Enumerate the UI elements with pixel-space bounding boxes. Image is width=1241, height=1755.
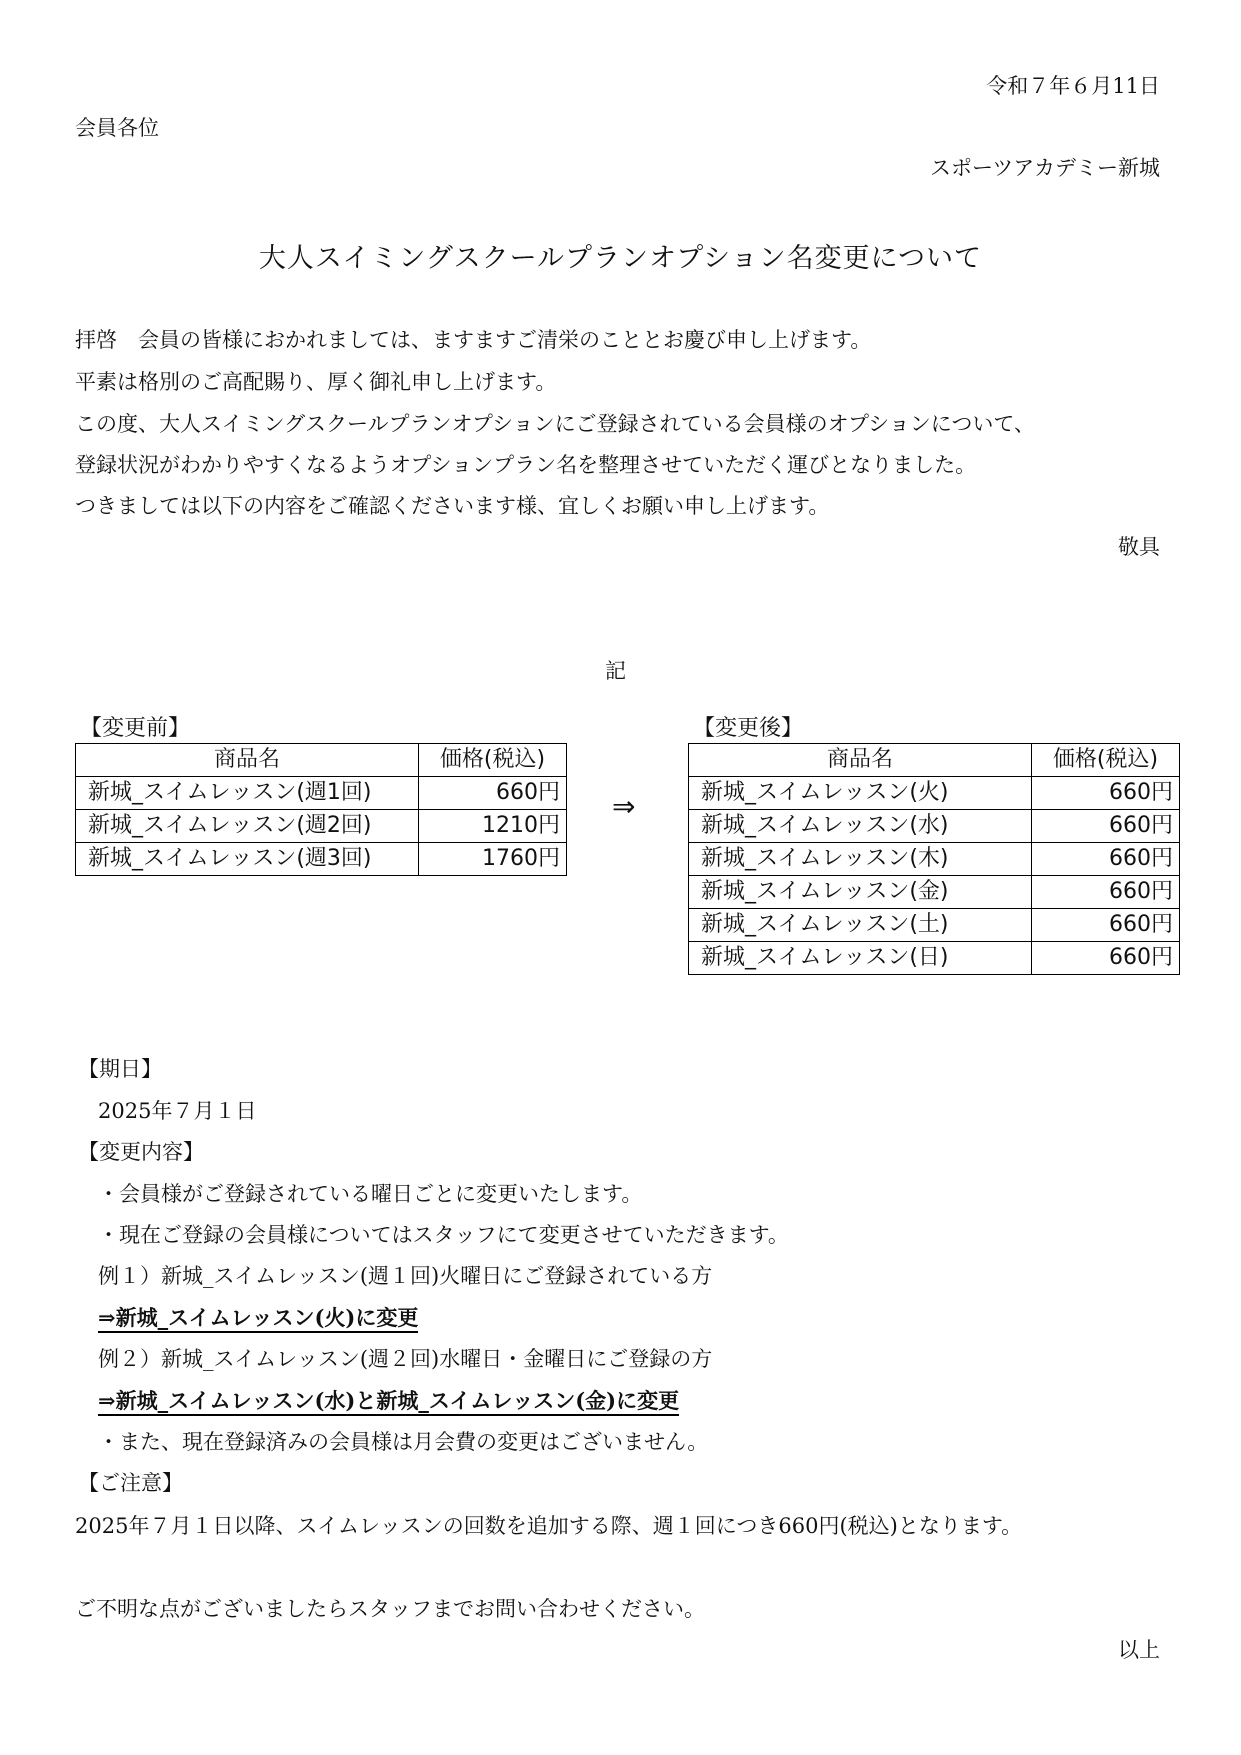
table-row [689,942,1180,975]
column-header-price: 価格(税込) [419,744,567,777]
intro-line: この度、大人スイミングスクールプランオプションにご登録されている会員様のオプションについて、 [75,412,1035,436]
product-name: 新城_スイムレッスン(週2回) [76,810,419,843]
change-bullet: ・会員様がご登録されている曜日ごとに変更いたします。 [98,1182,643,1206]
after-table-label: 【変更後】 [693,716,804,741]
table-row [76,777,567,810]
sender: スポーツアカデミー新城 [930,156,1160,180]
product-price: 660円 [419,777,567,810]
product-price: 1210円 [419,810,567,843]
intro-line: 登録状況がわかりやすくなるようオプションプラン名を整理させていただく運びとなりました。 [75,453,977,477]
product-name: 新城_スイムレッスン(火) [689,777,1032,810]
table-row [689,876,1180,909]
product-name: 新城_スイムレッスン(日) [689,942,1032,975]
table-header-row [76,744,567,777]
product-name: 新城_スイムレッスン(週3回) [76,843,419,876]
recipient: 会員各位 [75,116,159,140]
column-header-price: 価格(税込) [1032,744,1180,777]
product-price: 660円 [1032,777,1180,810]
product-name: 新城_スイムレッスン(金) [689,876,1032,909]
table-row [76,843,567,876]
after-table [688,743,1180,975]
table-row [76,810,567,843]
product-price: 660円 [1032,876,1180,909]
before-table [75,743,567,876]
example-2-result-text: ⇒新城_スイムレッスン(水)と新城_スイムレッスン(金)に変更 [98,1388,679,1416]
example-1: 例１）新城_スイムレッスン(週１回)火曜日にご登録されている方 [98,1264,713,1288]
column-header-name: 商品名 [689,744,1032,777]
change-bullet: ・現在ご登録の会員様についてはスタッフにて変更させていただきます。 [98,1223,789,1247]
document-title: 大人スイミングスクールプランオプション名変更について [258,243,983,274]
table-row [689,909,1180,942]
intro-line: つきましては以下の内容をご確認くださいます様、宜しくお願い申し上げます。 [75,494,830,518]
table-row [689,777,1180,810]
product-price: 660円 [1032,909,1180,942]
example-2: 例２）新城_スイムレッスン(週２回)水曜日・金曜日にご登録の方 [98,1347,713,1371]
date-heading: 【期日】 [78,1057,162,1081]
arrow-icon: ⇒ [612,790,636,823]
before-table-label: 【変更前】 [80,716,191,741]
contact-text: ご不明な点がございましたらスタッフまでお問い合わせください。 [75,1597,705,1621]
table-row [689,843,1180,876]
change-bullet: ・また、現在登録済みの会員様は月会費の変更はございません。 [98,1430,709,1454]
notice-heading: 【ご注意】 [78,1471,183,1495]
product-name: 新城_スイムレッスン(木) [689,843,1032,876]
example-1-result-text: ⇒新城_スイムレッスン(火)に変更 [98,1305,418,1333]
intro-line: 拝啓 会員の皆様におかれましては、ますますご清栄のこととお慶び申し上げます。 [75,328,872,352]
change-heading: 【変更内容】 [78,1140,204,1164]
table-row [689,810,1180,843]
date-value: 2025年７月１日 [98,1099,257,1123]
product-price: 660円 [1032,843,1180,876]
document-date: 令和７年６月11日 [986,74,1160,98]
intro-line: 平素は格別のご高配賜り、厚く御礼申し上げます。 [75,370,557,394]
product-name: 新城_スイムレッスン(週1回) [76,777,419,810]
ki-mark: 記 [605,659,626,683]
product-name: 新城_スイムレッスン(土) [689,909,1032,942]
product-name: 新城_スイムレッスン(水) [689,810,1032,843]
closing-keigu: 敬具 [1118,535,1160,559]
product-price: 660円 [1032,810,1180,843]
example-1-result [98,1304,418,1332]
example-2-result [98,1387,679,1415]
notice-text: 2025年７月１日以降、スイムレッスンの回数を追加する際、週１回につき660円(税込)となります。 [75,1514,1023,1538]
end-ijou: 以上 [1118,1638,1160,1662]
table-header-row [689,744,1180,777]
product-price: 660円 [1032,942,1180,975]
product-price: 1760円 [419,843,567,876]
column-header-name: 商品名 [76,744,419,777]
